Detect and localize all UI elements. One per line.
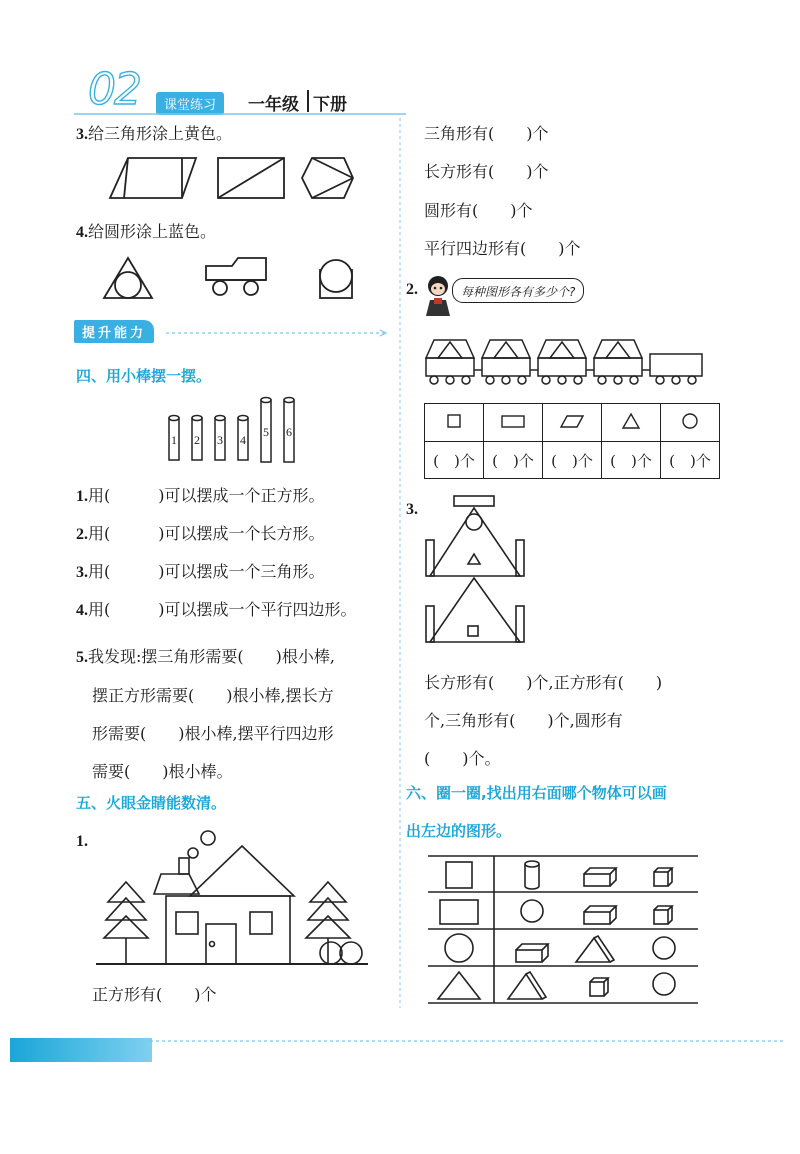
stick-label: 6 (286, 425, 292, 439)
robot-small-square[interactable] (468, 626, 478, 636)
robot-lower-triangle[interactable] (430, 578, 520, 642)
shape-parallelogram-split[interactable] (110, 158, 196, 198)
answer-cell[interactable]: ( )个 (661, 442, 720, 479)
item-text[interactable]: 用( )可以摆成一个三角形。 (88, 562, 325, 581)
stick-label: 1 (171, 433, 177, 447)
table-header-circle (661, 404, 720, 442)
volume-label: 下册 (313, 95, 347, 115)
question-4 (76, 222, 216, 243)
train-car-2[interactable] (482, 340, 530, 384)
grade-label: 一年级 (248, 95, 299, 115)
item-number: 2. (76, 526, 88, 543)
robot-figure (424, 494, 534, 650)
footer-dotted-line (150, 1038, 790, 1046)
table-header-rectangle (484, 404, 543, 442)
bubble-text: 每种图形各有多少个? (461, 285, 576, 299)
shape-rectangle-split[interactable] (218, 158, 284, 198)
stick-label: 4 (240, 433, 246, 447)
section-4-title: 四、用小棒摆一摆。 (76, 367, 212, 385)
stick-label: 2 (194, 433, 200, 447)
robot-head-circle[interactable] (466, 514, 482, 530)
parallelogram-icon (559, 413, 585, 429)
question-3 (76, 124, 232, 145)
q2-speech-bubble (452, 278, 584, 303)
train-car-5[interactable] (650, 354, 702, 384)
question-text: 给圆形涂上蓝色。 (88, 222, 217, 241)
robot-small-triangle[interactable] (468, 554, 480, 564)
ball-object[interactable] (653, 937, 675, 959)
table-header-triangle (602, 404, 661, 442)
stick-label: 3 (217, 433, 223, 447)
cube-object[interactable] (590, 978, 608, 996)
table-header-square (425, 404, 484, 442)
s4-item-2 (76, 524, 325, 545)
triangular-prism-object[interactable] (508, 972, 546, 999)
cuboid-object[interactable] (584, 906, 616, 924)
s4-item-3 (76, 562, 325, 583)
page-number: 02 (88, 64, 140, 115)
answer-cell[interactable]: ( )个 (602, 442, 661, 479)
house[interactable] (154, 831, 294, 964)
item-text[interactable]: 需要( )根小棒。 (92, 762, 233, 781)
train-car-1[interactable] (426, 340, 474, 384)
ability-banner (74, 318, 392, 344)
section-6-prefix: 六、圈一圈,找出用 (406, 784, 532, 802)
train-car-4[interactable] (594, 340, 642, 384)
s4-item-4 (76, 600, 357, 621)
question-number: 4. (76, 224, 88, 241)
rectangle-icon (500, 413, 526, 429)
s5-question-number: 1. (76, 833, 88, 850)
item-text[interactable]: 我发现:摆三角形需要( )根小棒, (88, 647, 335, 666)
triangle-icon (621, 412, 641, 430)
item-text[interactable]: 用( )可以摆成一个正方形。 (88, 486, 325, 505)
count-rectangle[interactable]: 长方形有( )个 (424, 162, 549, 181)
q2-number: 2. (406, 281, 418, 298)
header-underline (70, 112, 410, 116)
s4-item-1 (76, 486, 325, 507)
item-number: 5. (76, 649, 88, 666)
s4-item-5 (76, 638, 335, 791)
cylinder-object[interactable] (525, 861, 539, 889)
item-number: 4. (76, 602, 88, 619)
stick-label: 5 (263, 425, 269, 439)
robot-right-leg[interactable] (516, 606, 524, 642)
item-number: 3. (76, 564, 88, 581)
sticks-figure (160, 396, 300, 466)
bush-right[interactable] (340, 942, 362, 964)
square-count[interactable]: 正方形有( )个 (92, 985, 217, 1004)
shape-triangle-with-circle[interactable] (104, 258, 152, 298)
item-text[interactable]: 用( )可以摆成一个长方形。 (88, 524, 325, 543)
lesson-tag: 课堂练习 (156, 92, 224, 115)
robot-upper-triangle[interactable] (430, 508, 520, 576)
left-tree (104, 882, 148, 964)
item-number: 1. (76, 488, 88, 505)
section-6-line2: 出左边的图形。 (406, 822, 512, 840)
cube-object[interactable] (654, 868, 672, 886)
shape-circle-in-square[interactable] (320, 260, 352, 298)
column-divider (398, 118, 402, 1008)
item-text[interactable]: 用( )可以摆成一个平行四边形。 (88, 600, 357, 619)
triangular-prism-object[interactable] (576, 936, 614, 962)
question-text: 给三角形涂上黄色。 (88, 124, 233, 143)
banner-arrow-line (166, 329, 392, 337)
shape-hexagon-split[interactable] (302, 158, 353, 198)
answer-line[interactable]: 长方形有( )个,正方形有( ) (424, 673, 663, 692)
window-right[interactable] (250, 912, 272, 934)
count-circle[interactable]: 圆形有( )个 (424, 201, 533, 220)
right-tree (306, 882, 350, 964)
page-header (70, 64, 410, 116)
section-6-title (406, 782, 667, 803)
answer-cell[interactable]: ( )个 (484, 442, 543, 479)
q3-shapes (100, 156, 360, 202)
section-6-suffix: 右面哪个物体可以画 (531, 784, 667, 802)
header-divider (307, 90, 309, 112)
train-car-3[interactable] (538, 340, 586, 384)
question-number: 3. (76, 126, 88, 143)
q3-answer (424, 664, 662, 778)
robot-top-bar[interactable] (454, 496, 494, 506)
cuboid-object[interactable] (516, 944, 548, 962)
shape-count-table (424, 403, 720, 479)
house-scene (92, 826, 372, 970)
ball-object[interactable] (521, 900, 543, 922)
answer-cell[interactable]: ( )个 (425, 442, 484, 479)
answer-line[interactable]: 个,三角形有( )个,圆形有 (424, 711, 623, 730)
train-figure (424, 336, 706, 386)
square-icon (446, 413, 462, 429)
ball-object[interactable] (653, 973, 675, 995)
table-header-parallelogram (543, 404, 602, 442)
match-grid (426, 854, 702, 1006)
item-text[interactable]: 形需要( )根小棒,摆平行四边形 (92, 724, 334, 743)
footer-bar (10, 1038, 152, 1062)
count-parallelogram[interactable]: 平行四边形有( )个 (424, 239, 581, 258)
circle-icon (681, 412, 699, 430)
count-triangle[interactable]: 三角形有( )个 (424, 124, 549, 143)
window-left[interactable] (176, 912, 198, 934)
bush-left[interactable] (320, 942, 342, 964)
target-rectangle (440, 900, 478, 924)
target-square (446, 862, 472, 888)
q4-shapes (100, 254, 360, 302)
cube-object[interactable] (654, 906, 672, 924)
item-text[interactable]: 摆正方形需要( )根小棒,摆长方 (92, 686, 334, 705)
target-circle (445, 934, 473, 962)
cuboid-object[interactable] (584, 868, 616, 886)
answer-cell[interactable]: ( )个 (543, 442, 602, 479)
answer-line[interactable]: ( )个。 (424, 749, 501, 768)
shape-car[interactable] (206, 258, 266, 295)
q3-number: 3. (406, 501, 418, 518)
section-5-title: 五、火眼金睛能数清。 (76, 794, 227, 812)
door (206, 924, 236, 964)
target-triangle (438, 972, 480, 999)
banner-label: 提升能力 (74, 320, 154, 343)
